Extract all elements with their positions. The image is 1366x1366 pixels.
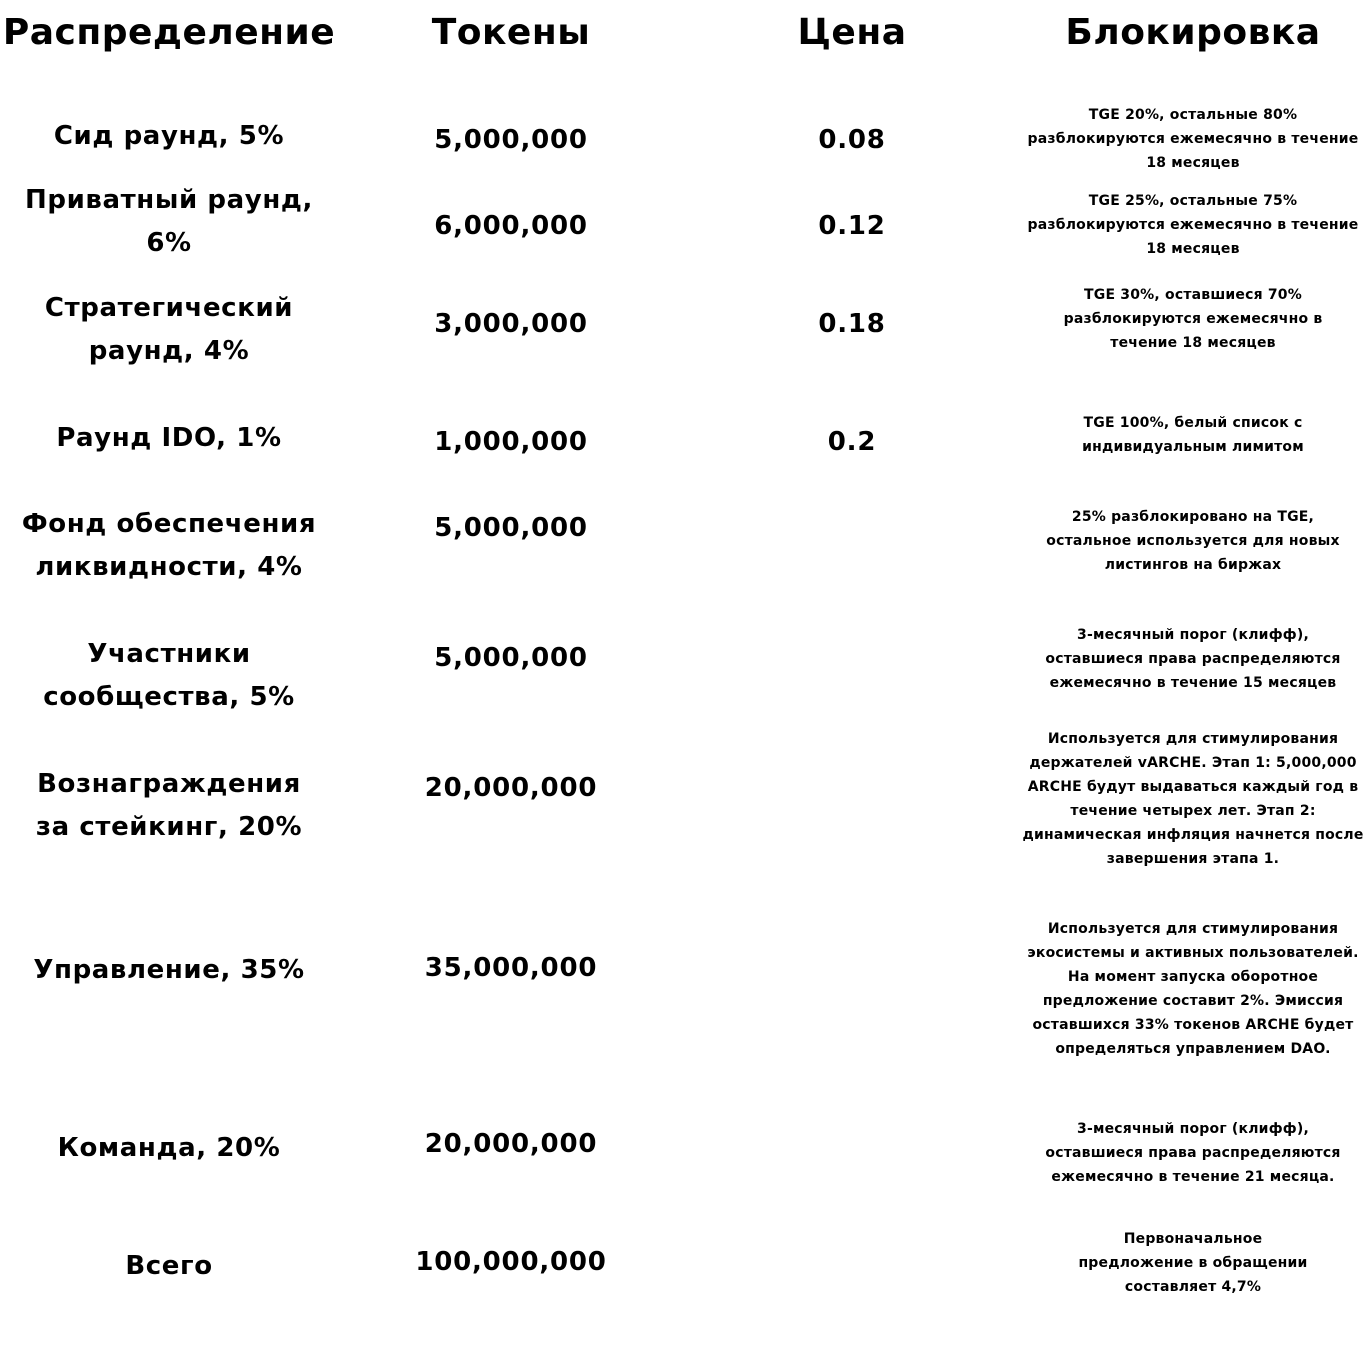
row-name: Команда, 20% (57, 1132, 281, 1163)
header-distribution: Распределение (2, 11, 336, 53)
row-lock: TGE 100%, белый список с индивидуальным лимитом (1082, 415, 1304, 455)
row-tokens: 6,000,000 (434, 211, 588, 241)
row-price-total (752, 1238, 952, 1286)
row-tokens: 3,000,000 (434, 309, 588, 339)
row-lock: 3-месячный порог (клифф), оставшиеся права распределяются ежемесячно в течение 15 месяцев (1045, 627, 1341, 691)
header-tokens: Токены (431, 11, 591, 53)
row-price: 0.12 (818, 211, 886, 241)
row-name: Приватный раунд, 6% (25, 185, 313, 258)
row-price (752, 944, 952, 992)
row-price: 0.2 (827, 427, 877, 457)
row-tokens: 5,000,000 (434, 643, 588, 673)
row-lock: 25% разблокировано на TGE, остальное используется для новых листингов на биржах (1046, 509, 1340, 573)
row-name: Управление, 35% (33, 954, 305, 985)
row-tokens: 20,000,000 (424, 1129, 598, 1159)
header-price: Цена (797, 11, 907, 53)
row-tokens: 1,000,000 (434, 427, 588, 457)
row-tokens: 20,000,000 (424, 773, 598, 803)
row-price (752, 764, 952, 812)
row-lock: Используется для стимулирования держателей vARCHE. Этап 1: 5,000,000 ARCHE будут выдаваться каждый год в течение четырех лет. Этап 2: динамическая инфляция начнется после завершения этапа 1. (1022, 731, 1364, 867)
row-tokens: 5,000,000 (434, 125, 588, 155)
row-name: Стратегический раунд, 4% (44, 293, 294, 366)
row-lock: 3-месячный порог (клифф), оставшиеся права распределяются ежемесячно в течение 21 месяца. (1045, 1121, 1341, 1185)
row-name: Участники сообщества, 5% (43, 639, 295, 712)
row-price: 0.08 (818, 125, 886, 155)
header-lock: Блокировка (1065, 11, 1321, 53)
row-lock: TGE 30%, оставшиеся 70% разблокируются ежемесячно в течение 18 месяцев (1063, 287, 1323, 351)
row-price (752, 634, 952, 682)
row-name: Раунд IDO, 1% (56, 422, 282, 453)
row-price (752, 504, 952, 552)
row-name: Фонд обеспечения ликвидности, 4% (21, 509, 317, 582)
row-lock-total: Первоначальное предложение в обращении составляет 4,7% (1078, 1231, 1308, 1295)
row-price: 0.18 (818, 309, 886, 339)
row-price (752, 1120, 952, 1168)
row-tokens-total: 100,000,000 (415, 1247, 607, 1277)
row-tokens: 35,000,000 (424, 953, 598, 983)
row-name-total: Всего (125, 1250, 213, 1281)
row-name: Сид раунд, 5% (53, 120, 285, 151)
row-lock: TGE 20%, остальные 80% разблокируются ежемесячно в течение 18 месяцев (1027, 107, 1359, 171)
row-lock: Используется для стимулирования экосистемы и активных пользователей. На момент запуска оборотное предложение составит 2%. Эмиссия оставшихся 33% токенов ARCHE будет определяться управлением DAO. (1027, 921, 1359, 1057)
row-lock: TGE 25%, остальные 75% разблокируются ежемесячно в течение 18 месяцев (1027, 193, 1359, 257)
row-name: Вознаграждения за стейкинг, 20% (35, 769, 303, 842)
row-tokens: 5,000,000 (434, 513, 588, 543)
